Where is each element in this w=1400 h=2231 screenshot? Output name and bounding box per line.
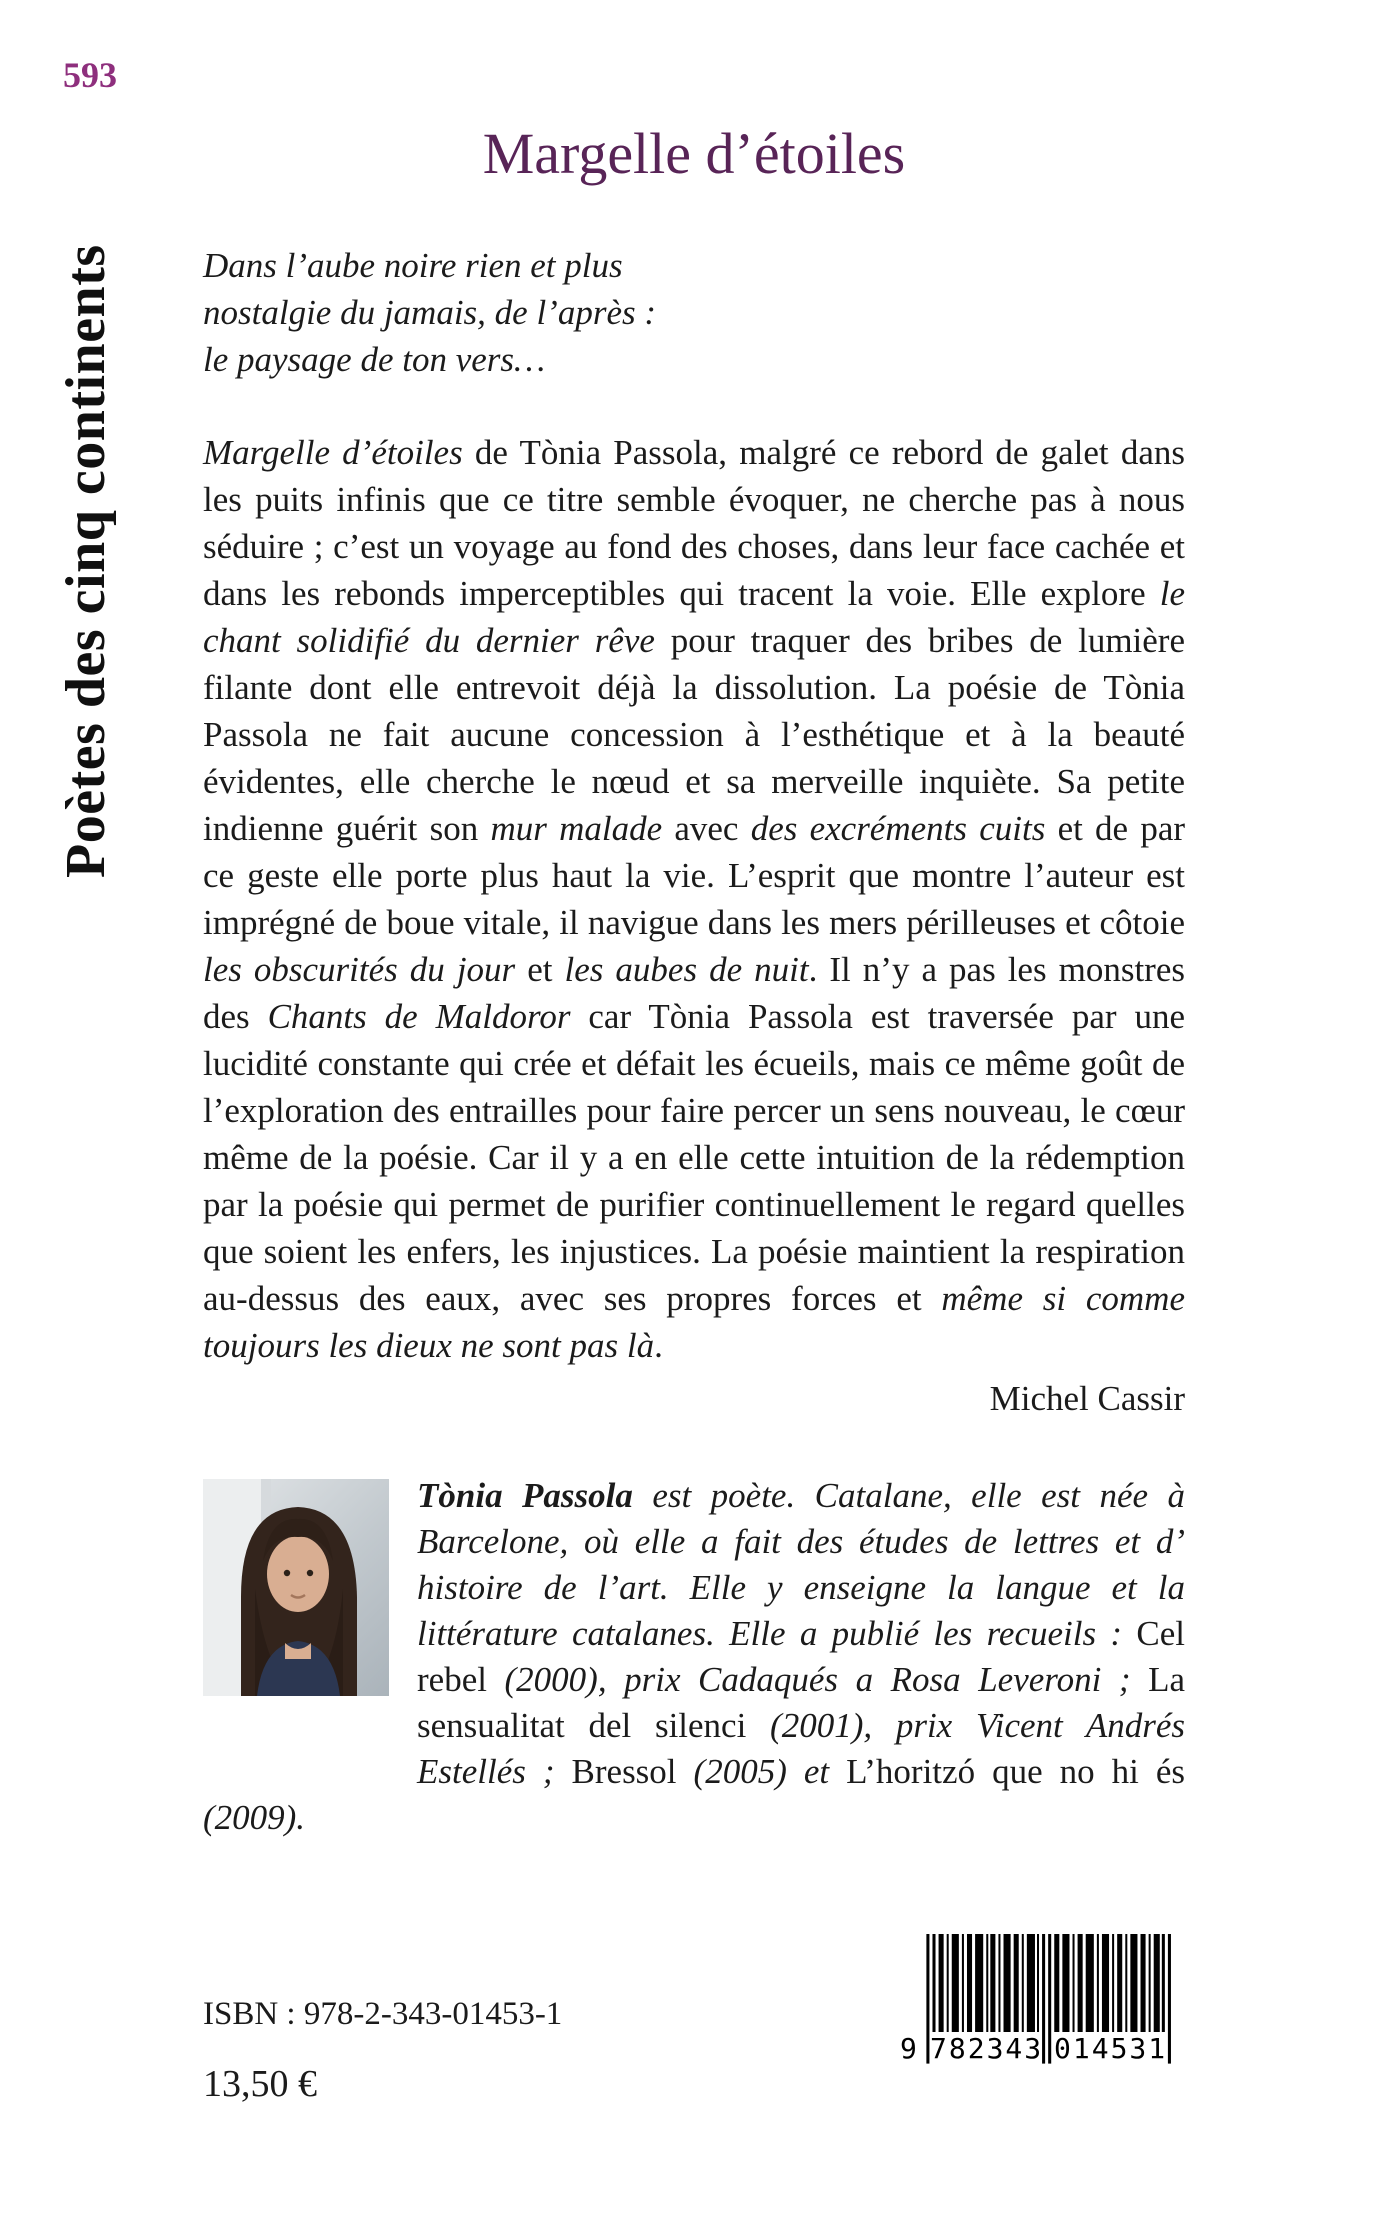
price: 13,50 €: [203, 2063, 317, 2105]
barcode-digit-left: 9: [900, 2032, 924, 2066]
bio-text: Tònia Passola est poète. Catalane, elle est née à Barcelone, où elle a fait des études de lettres et d’ histoire de l’art. Elle y enseigne la langue et la littérature catalanes. Elle a publié les recueils : Cel rebel (2000), prix Cadaqués a Rosa Leveroni ; La sensualitat del silenci (2001), prix Vicent Andrés Estellés ; Bressol (2005) et L’horitzó que no hi és (2009).: [203, 1475, 1185, 1837]
barcode-digit-group-1: 782343: [930, 2032, 1044, 2065]
barcode-digits: [900, 2032, 1174, 2066]
author-portrait-illustration: [203, 1479, 389, 1696]
collection-number: 593: [63, 55, 117, 95]
author-photo: [203, 1479, 389, 1696]
epigraph-line: le paysage de ton vers…: [203, 339, 546, 379]
reviewer-signature: Michel Cassir: [989, 1378, 1185, 1418]
epigraph-line: Dans l’aube noire rien et plus: [203, 245, 623, 285]
barcode-digit-group-2: 014531: [1054, 2032, 1168, 2065]
book-title: Margelle d’étoiles: [482, 121, 906, 186]
epigraph-line: nostalgie du jamais, de l’après :: [203, 292, 657, 332]
epigraph: [203, 242, 1185, 383]
isbn: ISBN : 978-2-343-01453-1: [203, 1996, 563, 2032]
collection-name-vertical: Poètes des cinq continents: [55, 244, 117, 878]
author-bio: [203, 1473, 1185, 1841]
ean13-barcode: [900, 1934, 1174, 2074]
main-column: [203, 0, 1185, 1841]
review-paragraph: Margelle d’étoiles de Tònia Passola, malgré ce rebord de galet dans les puits infinis que ce titre semble évoquer, ne cherche pas à nous séduire ; c’est un voyage au fond des choses, dans leur face cachée et dans les rebonds imperceptibles qui tracent la voie. Elle explore le chant solidifié du dernier rêve pour traquer des bribes de lumière filante dont elle entrevoit déjà la dissolution. La poésie de Tònia Passola ne fait aucune concession à l’esthétique et à la beauté évidentes, elle cherche le nœud et sa merveille inquiète. Sa petite indienne guérit son mur malade avec des excréments cuits et de par ce geste elle porte plus haut la vie. L’esprit que montre l’auteur est imprégné de boue vitale, il navigue dans les mers périlleuses et côtoie les obscurités du jour et les aubes de nuit. Il n’y a pas les monstres des Chants de Maldoror car Tònia Passola est traversée par une lucidité constante qui crée et défait les écueils, mais ce même goût de l’exploration des entrailles pour faire percer un sens nouveau, le cœur même de la poésie. Car il y a en elle cette intuition de la rédemption par la poésie qui permet de purifier continuellement le regard quelles que soient les enfers, les injustices. La poésie maintient la respiration au-dessus des eaux, avec ses propres forces et même si comme toujours les dieux ne sont pas là.: [203, 432, 1186, 1365]
